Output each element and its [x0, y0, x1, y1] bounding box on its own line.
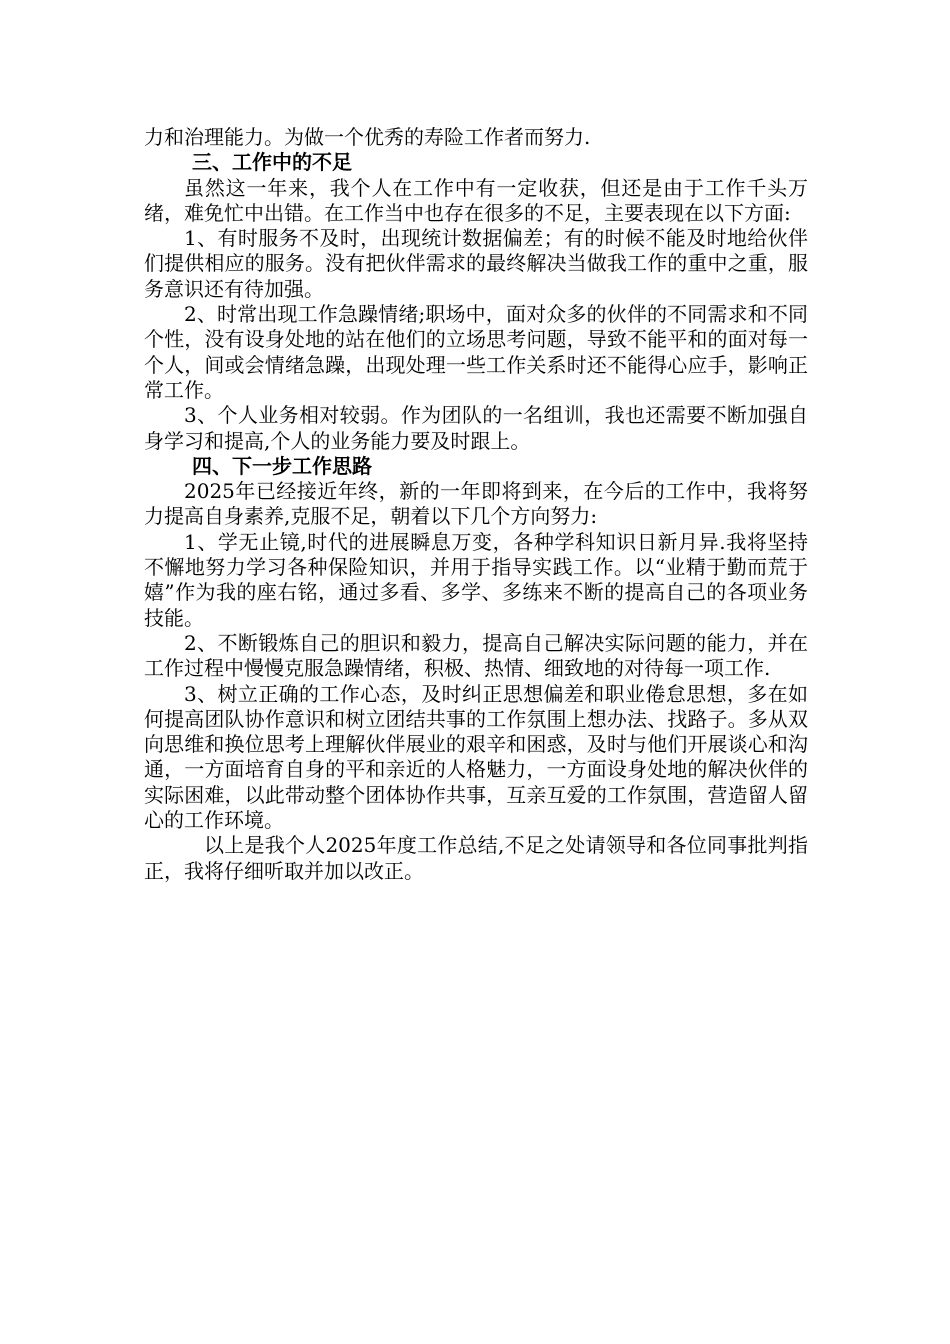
- body-paragraph: 1、学无止镜,时代的进展瞬息万变，各种学科知识日新月异.我将坚持不懈地努力学习各种保险知识，并用于指导实践工作。以“业精于勤而荒于嬉”作为我的座右铭，通过多看、多学、多练来不断的提高自己的各项业务技能。: [144, 529, 808, 630]
- body-paragraph: 虽然这一年来，我个人在工作中有一定收获，但还是由于工作千头万绪，难免忙中出错。在工作当中也存在很多的不足，主要表现在以下方面:: [144, 175, 808, 225]
- document-body: [144, 125, 808, 884]
- body-paragraph: 3、个人业务相对较弱。作为团队的一名组训，我也还需要不断加强自身学习和提高,个人的业务能力要及时跟上。: [144, 403, 808, 453]
- body-paragraph-continuation: 力和治理能力。为做一个优秀的寿险工作者而努力.: [144, 125, 591, 149]
- body-paragraph: 3、树立正确的工作心态，及时纠正思想偏差和职业倦怠思想，多在如何提高团队协作意识和树立团结共事的工作氛围上想办法、找路子。多从双向思维和换位思考上理解伙伴展业的艰辛和困惑，及时与他们开展谈心和沟通，一方面培育自身的平和亲近的人格魅力，一方面设身处地的解决伙伴的实际困难，以此带动整个团体协作共事，互亲互爱的工作氛围，营造留人留心的工作环境。: [144, 681, 808, 833]
- body-paragraph: 1、有时服务不及时，出现统计数据偏差；有的时候不能及时地给伙伴们提供相应的服务。没有把伙伴需求的最终解决当做我工作的重中之重，服务意识还有待加强。: [144, 226, 808, 301]
- closing-paragraph: 以上是我个人2025年度工作总结,不足之处请领导和各位同事批判指正，我将仔细听取并加以改正。: [144, 833, 808, 883]
- section-heading-shortcomings: 三、工作中的不足: [192, 150, 352, 175]
- body-paragraph: 2025年已经接近年终，新的一年即将到来，在今后的工作中，我将努力提高自身素养,克服不足，朝着以下几个方向努力:: [144, 479, 808, 529]
- body-paragraph: 2、不断锻炼自己的胆识和毅力，提高自己解决实际问题的能力，并在工作过程中慢慢克服急躁情绪，积极、热情、细致地的对待每一项工作.: [144, 630, 808, 681]
- body-paragraph: 2、时常出现工作急躁情绪;职场中，面对众多的伙伴的不同需求和不同个性，没有设身处地的站在他们的立场思考问题，导致不能平和的面对每一个人，间或会情绪急躁，出现处理一些工作关系时还不能得心应手，影响正常工作。: [144, 302, 808, 402]
- section-heading-next-steps: 四、下一步工作思路: [192, 453, 372, 478]
